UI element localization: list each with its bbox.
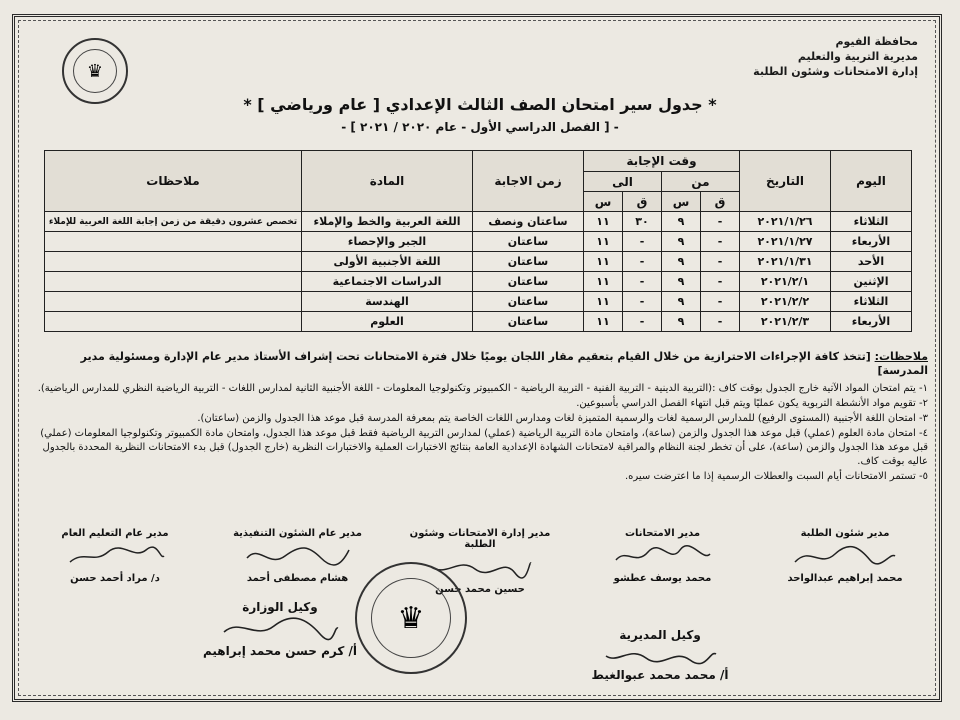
header-from: من bbox=[662, 172, 740, 192]
cell-duration: ساعتان bbox=[473, 312, 584, 332]
cell-date: ٢٠٢١/٢/٢ bbox=[740, 292, 831, 312]
cell-from-hour: ٩ bbox=[662, 292, 701, 312]
table-row bbox=[45, 272, 912, 292]
signature-name: حسين محمد حسن bbox=[435, 584, 525, 595]
cell-from-hour: ٩ bbox=[662, 212, 701, 232]
cell-date: ٢٠٢١/١/٢٦ bbox=[740, 212, 831, 232]
signature-scribble-icon bbox=[770, 541, 920, 571]
cell-to-hour: ١١ bbox=[584, 312, 623, 332]
cell-day: الأربعاء bbox=[831, 232, 912, 252]
undersecretary-block bbox=[200, 600, 360, 658]
cell-to-hour: ١١ bbox=[584, 252, 623, 272]
header-notes: ملاحظات bbox=[45, 151, 302, 212]
cell-note bbox=[45, 272, 302, 292]
cell-to-minute: - bbox=[623, 272, 662, 292]
cell-to-minute: - bbox=[623, 252, 662, 272]
signature-title: مدير إدارة الامتحانات وشئون الطلبة bbox=[409, 528, 551, 550]
cell-to-minute: - bbox=[623, 232, 662, 252]
cell-to-minute: - bbox=[623, 312, 662, 332]
signature-scribble-icon bbox=[220, 614, 340, 644]
cell-to-hour: ١١ bbox=[584, 232, 623, 252]
deputy-name: أ/ محمد محمد عبوالغيط bbox=[591, 668, 729, 682]
document-subtitle: - [ الفصل الدراسي الأول - عام ٢٠٢٠ / ٢٠٢١ ] - bbox=[341, 120, 619, 134]
cell-from-hour: ٩ bbox=[662, 272, 701, 292]
signature-title: مدير الامتحانات bbox=[624, 528, 701, 539]
header-to: الى bbox=[584, 172, 662, 192]
cell-date: ٢٠٢١/٢/١ bbox=[740, 272, 831, 292]
deputy-block bbox=[580, 628, 740, 682]
signature-name: محمد إبراهيم عبدالواحد bbox=[787, 573, 903, 584]
cell-from-minute: - bbox=[701, 272, 740, 292]
cell-from-hour: ٩ bbox=[662, 232, 701, 252]
official-stamp bbox=[355, 562, 467, 674]
cell-from-minute: - bbox=[701, 252, 740, 272]
signature-title: مدير عام التعليم العام bbox=[61, 528, 169, 539]
notes-label: ملاحظات: bbox=[874, 350, 928, 363]
document-title: * جدول سير امتحان الصف الثالث الإعدادي [ عام ورياضي ] * bbox=[243, 95, 717, 114]
cell-day: الأحد bbox=[831, 252, 912, 272]
cell-date: ٢٠٢١/١/٣١ bbox=[740, 252, 831, 272]
cell-from-minute: - bbox=[701, 292, 740, 312]
cell-day: الأربعاء bbox=[831, 312, 912, 332]
header-from-minute: ق bbox=[701, 192, 740, 212]
signature-title: مدير عام الشئون التنفيذية bbox=[233, 528, 362, 539]
signature-name: د/ مراد أحمد حسن bbox=[70, 573, 160, 584]
header-date: التاريخ bbox=[740, 151, 831, 212]
cell-day: الثلاثاء bbox=[831, 292, 912, 312]
table-row bbox=[45, 232, 912, 252]
cell-note: تخصص عشرون دقيقة من زمن إجابة اللغة العربية للإملاء bbox=[45, 212, 302, 232]
cell-to-hour: ١١ bbox=[584, 272, 623, 292]
signature-block bbox=[40, 528, 190, 595]
cell-from-minute: - bbox=[701, 232, 740, 252]
header-to-minute: ق bbox=[623, 192, 662, 212]
cell-day: الثلاثاء bbox=[831, 212, 912, 232]
note-item: ٢- تقويم مواد الأنشطة التربوية يكون عمليًا ويتم قبل انتهاء الفصل الدراسي بأسبوعين. bbox=[576, 398, 928, 409]
table-row bbox=[45, 312, 912, 332]
notes-lead bbox=[36, 350, 928, 378]
cell-subject: اللغة الأجنبية الأولى bbox=[302, 252, 473, 272]
header-to-hour: س bbox=[584, 192, 623, 212]
deputy-title: وكيل المديرية bbox=[619, 628, 701, 642]
signature-row bbox=[40, 528, 920, 595]
exam-schedule-table bbox=[44, 150, 912, 332]
cell-to-hour: ١١ bbox=[584, 292, 623, 312]
cell-duration: ساعتان bbox=[473, 232, 584, 252]
signature-scribble-icon bbox=[40, 541, 190, 571]
cell-note bbox=[45, 252, 302, 272]
cell-from-minute: - bbox=[701, 212, 740, 232]
cell-from-minute: - bbox=[701, 312, 740, 332]
cell-duration: ساعتان bbox=[473, 272, 584, 292]
note-item: ١- يتم امتحان المواد الآتية خارج الجدول بوقت كاف :(التربية الدينية - التربية الفنية - التربية الرياضية - الكمبيوتر وتكنولوجيا المعلومات - اللغة الأجنبية الثانية لمدارس اللغات - التربية الرياضية النظري للمدارس الرياضية). bbox=[37, 383, 928, 394]
cell-subject: الدراسات الاجتماعية bbox=[302, 272, 473, 292]
table-row bbox=[45, 292, 912, 312]
table-row bbox=[45, 212, 912, 232]
signature-block bbox=[770, 528, 920, 595]
table-row bbox=[45, 252, 912, 272]
letterhead bbox=[718, 34, 918, 79]
note-item: ٤- امتحان مادة العلوم (عملي) قبل موعد هذا الجدول والزمن (ساعة)، وامتحان مادة التربية الرياضية (عملي) لمدارس التربية الرياضية فقط قبل موعد هذا الجدول، وامتحان مادة الكمبيوتر وتكنولوجيا المعلومات (عملي) قبل موعد هذا الجدول والزمن (ساعة)، على أن تخطر لجنة النظام والمراقبة لامتحانات الشهادة الإعدادية العامة بنتائج الاختبارات العملية والاختبارات النظرية (خارج الجدول) قبل بدء الامتحانات النظرية المحددة بالجدول عاليه بوقت كاف. bbox=[40, 428, 928, 467]
undersecretary-name: أ/ كرم حسن محمد إبراهيم bbox=[203, 644, 357, 658]
signature-scribble-icon bbox=[223, 541, 373, 571]
cell-date: ٢٠٢١/١/٢٧ bbox=[740, 232, 831, 252]
cell-duration: ساعتان bbox=[473, 252, 584, 272]
cell-day: الإثنين bbox=[831, 272, 912, 292]
header-from-hour: س bbox=[662, 192, 701, 212]
notes-lead-text: [تتخذ كافة الإجراءات الاحترازية من خلال القيام بتعقيم مقار اللجان يوميًا خلال فترة الامتحانات تحت إشراف الأستاذ مدير عام الإدارة ومسئولية مدير المدرسة] bbox=[80, 350, 928, 377]
cell-from-hour: ٩ bbox=[662, 252, 701, 272]
signature-scribble-icon bbox=[588, 541, 738, 571]
note-item: ٥- تستمر الامتحانات أيام السبت والعطلات الرسمية إذا ما اعترضت سيره. bbox=[624, 471, 928, 482]
header-answer-time: وقت الإجابة bbox=[584, 151, 740, 172]
note-item: ٣- امتحان اللغة الأجنبية (المستوى الرفيع) للمدارس الرسمية لغات والرسمية المتميزة لغات ومدارس اللغات الخاصة يتم بمعرفة المدرسة قبل موعد هذا الجدول والزمن (ساعتان). bbox=[197, 413, 928, 424]
cell-subject: الهندسة bbox=[302, 292, 473, 312]
official-seal bbox=[62, 38, 128, 104]
header-subject: المادة bbox=[302, 151, 473, 212]
signature-block bbox=[223, 528, 373, 595]
cell-date: ٢٠٢١/٢/٣ bbox=[740, 312, 831, 332]
cell-note bbox=[45, 292, 302, 312]
cell-subject: الجبر والإحصاء bbox=[302, 232, 473, 252]
letterhead-governorate: محافظة الفيوم bbox=[835, 35, 918, 48]
header-duration: زمن الاجابة bbox=[473, 151, 584, 212]
cell-duration: ساعتان ونصف bbox=[473, 212, 584, 232]
cell-to-minute: - bbox=[623, 292, 662, 312]
undersecretary-title: وكيل الوزارة bbox=[242, 600, 318, 614]
letterhead-directorate: مديرية التربية والتعليم bbox=[797, 50, 918, 63]
signature-name: هشام مصطفى أحمد bbox=[246, 573, 349, 584]
cell-subject: العلوم bbox=[302, 312, 473, 332]
cell-from-hour: ٩ bbox=[662, 312, 701, 332]
cell-note bbox=[45, 232, 302, 252]
letterhead-department: إدارة الامتحانات وشئون الطلبة bbox=[753, 65, 918, 78]
notes-section bbox=[36, 350, 928, 485]
header-day: اليوم bbox=[831, 151, 912, 212]
signature-block bbox=[588, 528, 738, 595]
signature-title: مدير شئون الطلبة bbox=[800, 528, 890, 539]
eagle-emblem-icon: ♛ bbox=[73, 49, 117, 93]
cell-to-hour: ١١ bbox=[584, 212, 623, 232]
cell-note bbox=[45, 312, 302, 332]
cell-subject: اللغة العربية والخط والإملاء bbox=[302, 212, 473, 232]
cell-to-minute: ٣٠ bbox=[623, 212, 662, 232]
signature-name: محمد يوسف عطشو bbox=[613, 573, 712, 584]
eagle-emblem-icon: ♛ bbox=[371, 578, 451, 658]
cell-duration: ساعتان bbox=[473, 292, 584, 312]
signature-scribble-icon bbox=[600, 642, 720, 668]
